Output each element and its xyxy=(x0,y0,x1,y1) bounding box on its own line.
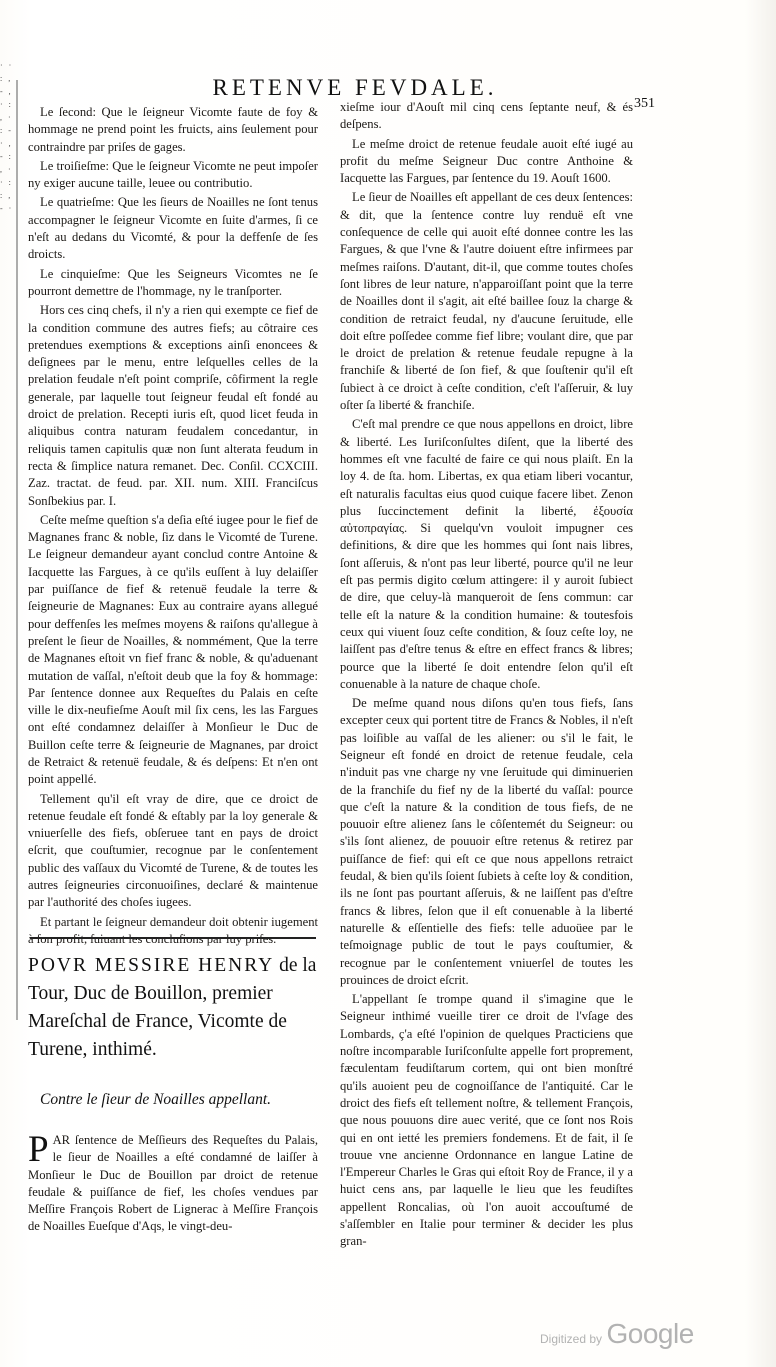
paragraph: xieſme iour d'Aouſt mil cinq cens ſeptante neuf, & és deſpens. xyxy=(340,100,633,132)
left-column xyxy=(28,104,318,950)
paragraph: Le cinquieſme: Que les Seigneurs Vicomtes ne ſe pourront demettre de l'hommage, ny le tranſporter. xyxy=(28,266,318,298)
paragraph: Hors ces cinq chefs, il n'y a rien qui exempte ce fief de la condition commune des autres fiefs; au côtraire ces pretendues exemptions & exceptions ainſi enoncees & deſignees par le menu, entre leſquelles celles de la prelation feudale n'eſt point compriſe, côfirment la regle generale, par laquelle tout ſeigneur feudal eſt fondé au droict de prelation. Recepti iuris eſt, quod licet feuda in aliquibus contra naturam feudalem concedantur, in reliquis tamen capitulis quæ non ſunt alterata feudum in recta & ſimplice natura remanet. Dec. Conſil. CCXCIII. Zaz. tractat. de feud. par. XII. num. XIII. Franciſcus Sonſbekius par. I. xyxy=(28,303,318,508)
paragraph: Le quatrieſme: Que les ſieurs de Noailles ne ſont tenus accompagner le ſeigneur Vicomte en ſuite d'armes, ſi ce n'eſt au dedans du Vicomté, & pour la deffenſe de ſes droicts. xyxy=(28,195,318,262)
section-heading xyxy=(28,952,320,1064)
section-body-text: AR ſentence de Meſſieurs des Requeſtes du Palais, le ſieur de Noailles a eſté condamné de laiſſer à Monſieur le Duc de Bouillon par droict de retenue feudale & puiſſance de fief, les choſes vendues par Meſſire François Robert de Lignerac à Meſſire François de Noailles Eueſque d'Aqs, le vingt-deu- xyxy=(28,1133,318,1234)
drop-cap: P xyxy=(28,1129,49,1170)
section-subheading: Contre le ſieur de Noailles appellant. xyxy=(40,1091,272,1108)
running-title: RETENVE FEVDALE. xyxy=(212,75,498,100)
heading-caps: POVR MESSIRE HENRY xyxy=(28,955,275,976)
paragraph: Le ſecond: Que le ſeigneur Vicomte faute de foy & hommage ne prend point les fruicts, ains ſeulement pour contraindre par priſes de gages. xyxy=(28,105,318,154)
paragraph: Le ſieur de Noailles eſt appellant de ces deux ſentences: & dit, que la ſentence contre luy renduë eſt vne conſequence de celle qui auoit eſté donnee contre les las Fargues, & que l'vne & l'autre doiuent eſtre infirmees par meſmes raiſons. D'autant, dit-il, que comme toutes choſes ſont libres de leur nature, n'apparoiſſant point que la terre de Noailles dont il s'agit, ait eſté baillee ſouz la charge & condition de retraict feudal, ny d'aucune ſeruitude, elle doit eſtre poſſedee comme fief libre; voulant dire, que par le droict de prelation & retenue feudale repugne à la franchiſe & liberté de ſon fief, & que ſouſtenir qu'il eſt ſubiect à ce droict à ceſte condition, c'eſt l'aſſeruir, & luy oſter ſa liberté & franchiſe. xyxy=(340,190,633,413)
gutter-bleed-through: · · : , - , · : , · : - · , - : , · · : : , - · xyxy=(0,61,14,213)
paragraph: De meſme quand nous diſons qu'en tous fiefs, ſans excepter ceux qui portent titre de Francs & Nobles, il n'eſt pas loiſible au vaſſal de les aliener: ou s'il le fait, le Seigneur eſt fondé en droict de retenue feudale, cela n'induit pas vne charge ny vne ſeruitude qui diminuerien de la franchiſe du fief ny de la liberté du vaſſal: pource que c'eſt la nature & la condition de tous fiefs, de ne pouuoir eſtre alienez ſans le côſentemét du Seigneur: ou s'ils ſont alienez, de pouuoir eſtre retenus & retirez par puiſſance de fief: qui eſt ce que nous appellons retraict feudal, & bien qu'ils ſoient ſubiets à ceſte loy & condition, ils ne ſont pas pourtant aſſeruis, & ne laiſſent pas d'eſtre francs & libres, ſelon que il eſt conuenable à la liberté naturelle & eſſentielle des fiefs: telle aduoüee par le teſmoignage public de tout le pays couſtumier, & recognue par le conſentement vniuerſel de toutes les prouinces de droict eſcrit. xyxy=(340,696,633,987)
section-divider xyxy=(30,937,316,939)
paragraph: Le meſme droict de retenue feudale auoit eſté iugé au profit du meſme Seigneur Duc contre Anthoine & Iacquette las Fargues, par ſentence du 19. Aouſt 1600. xyxy=(340,136,633,186)
section-body xyxy=(28,1129,318,1236)
right-column xyxy=(340,99,633,1253)
paragraph: Le troiſieſme: Que le ſeigneur Vicomte ne peut impoſer ny exiger aucune taille, leuee ou contributio. xyxy=(28,158,318,191)
paragraph: Ceſte meſme queſtion s'a deſia eſté iugee pour le fief de Magnanes franc & noble, ſiz dans le Vicomté de Turene. Le ſeigneur demandeur ayant conclud contre Antoine & Iacquette las Fargues, à ce qu'ils euſſent à luy delaiſſer par puiſſance de fief & retenuë feudale la terre & ſeigneurie de Magnanes: Eux au contraire ayans allegué pour deffenſes les meſmes moyens & raiſons qu'allegue à preſent le ſieur de Noailles, & nommément, Que la terre de Magnanes eſtoit vn fief franc & noble, & qu'aduenant mutation de vaſſal, n'eſtoit deub que la foy & hommage: Par ſentence donnee aux Requeſtes du Palais en ceſte ville le dix-neufieſme Aouſt mil ſix cens, les las Fargues ont eſté condamnez delaiſſer à Monſieur le Duc de Buillon ceſte terre & ſeigneurie de Magnanes, par droict de Retraict & retenuë feudale, & és deſpens: Et n'en ont point appellé. xyxy=(28,512,318,787)
paragraph: Et partant le ſeigneur demandeur doit obtenir iugement à ſon profit, ſuiuant les concluſions par luy priſes. xyxy=(28,914,318,946)
digitized-watermark xyxy=(540,1318,694,1350)
page-number: 351 xyxy=(634,96,655,111)
heading-rest: de la Tour, Duc de Bouillon, premier Mareſchal de France, Vicomte de Turene, inthimé. xyxy=(28,955,317,1060)
paragraph: L'appellant ſe trompe quand il s'imagine que le Seigneur inthimé vueille tirer ce droit de l'vſage des Lombards, ç'a eſté l'opinion de quelques Practiciens que noſtre incomparable Iuriſconſulte appelle fort proprement, fæculentam feudiſtarum cortem, qui ont bien monſtré qu'ils auoient peu de cognoiſſance de l'antiquité. Car le droict des fiefs eſt tellement noſtre, & tellement François, que nous pouuons dire auec verité, que ce ſont nos Rois qui en ont ietté les premiers fondemens. Et de fait, il ſe trouue vne ancienne Ordonnance en langue Latine de l'Empereur Charles le Gras qui eſtoit Roy de France, il y a huict cens ans, par laquelle le lieu que les feudiſtes appellent Roncalias, où l'on auoit accouſtumé de s'aſſembler en Italie pour terminer & decider les plus gran- xyxy=(340,992,633,1249)
watermark-prefix: Digitized by xyxy=(540,1332,603,1346)
paragraph: C'eſt mal prendre ce que nous appellons en droict, libre & liberté. Les Iuriſconſultes diſent, que la liberté des hommes eſt vne faculté de faire ce qui nous plaiſt. En la loy 4. de ſta. hom. Libertas, ex qua etiam liberi vocantur, eſt naturalis facultas eius quod cuique facere libet. Zenon plus ſuccinctement definit la liberté, ἐξουσία αὐτοπραγίας. Si quelqu'vn vouloit impugner ces definitions, & dire que les hommes qui ſont nais libres, ſont aſſeruis, & n'ont pas leur liberté, pource qu'il ne leur eſt pas permis digito cœlum attingere: il y auroit ſubiect de dire, que celuy-là manqueroit de ſens commun: car telle eſt la nature & la condition humaine: & toutesfois ceux qui viuent ſouz ceſte condition, & ſouz ceſte loy, ne laiſſent pas d'eſtre tenus & eſtre en effect francs & libres; pource que la liberté ſe doit entendre ſelon qu'il eſt conuenable à la nature de chaque choſe. xyxy=(340,417,633,691)
paragraph: Tellement qu'il eſt vray de dire, que ce droict de retenue feudale eſt fondé & eſtably par la loy generale & vniuerſelle des fiefs, obſeruee tant en pays de droict eſcrit, que couſtumier, recognue par le conſentement public des vaſſaux du Vicomté de Turene, & de toutes les autres ſeigneuries circonuoiſines, declaré & maintenue par l'authorité des choſes iugees. xyxy=(28,791,318,910)
google-logo: Google xyxy=(606,1318,694,1349)
